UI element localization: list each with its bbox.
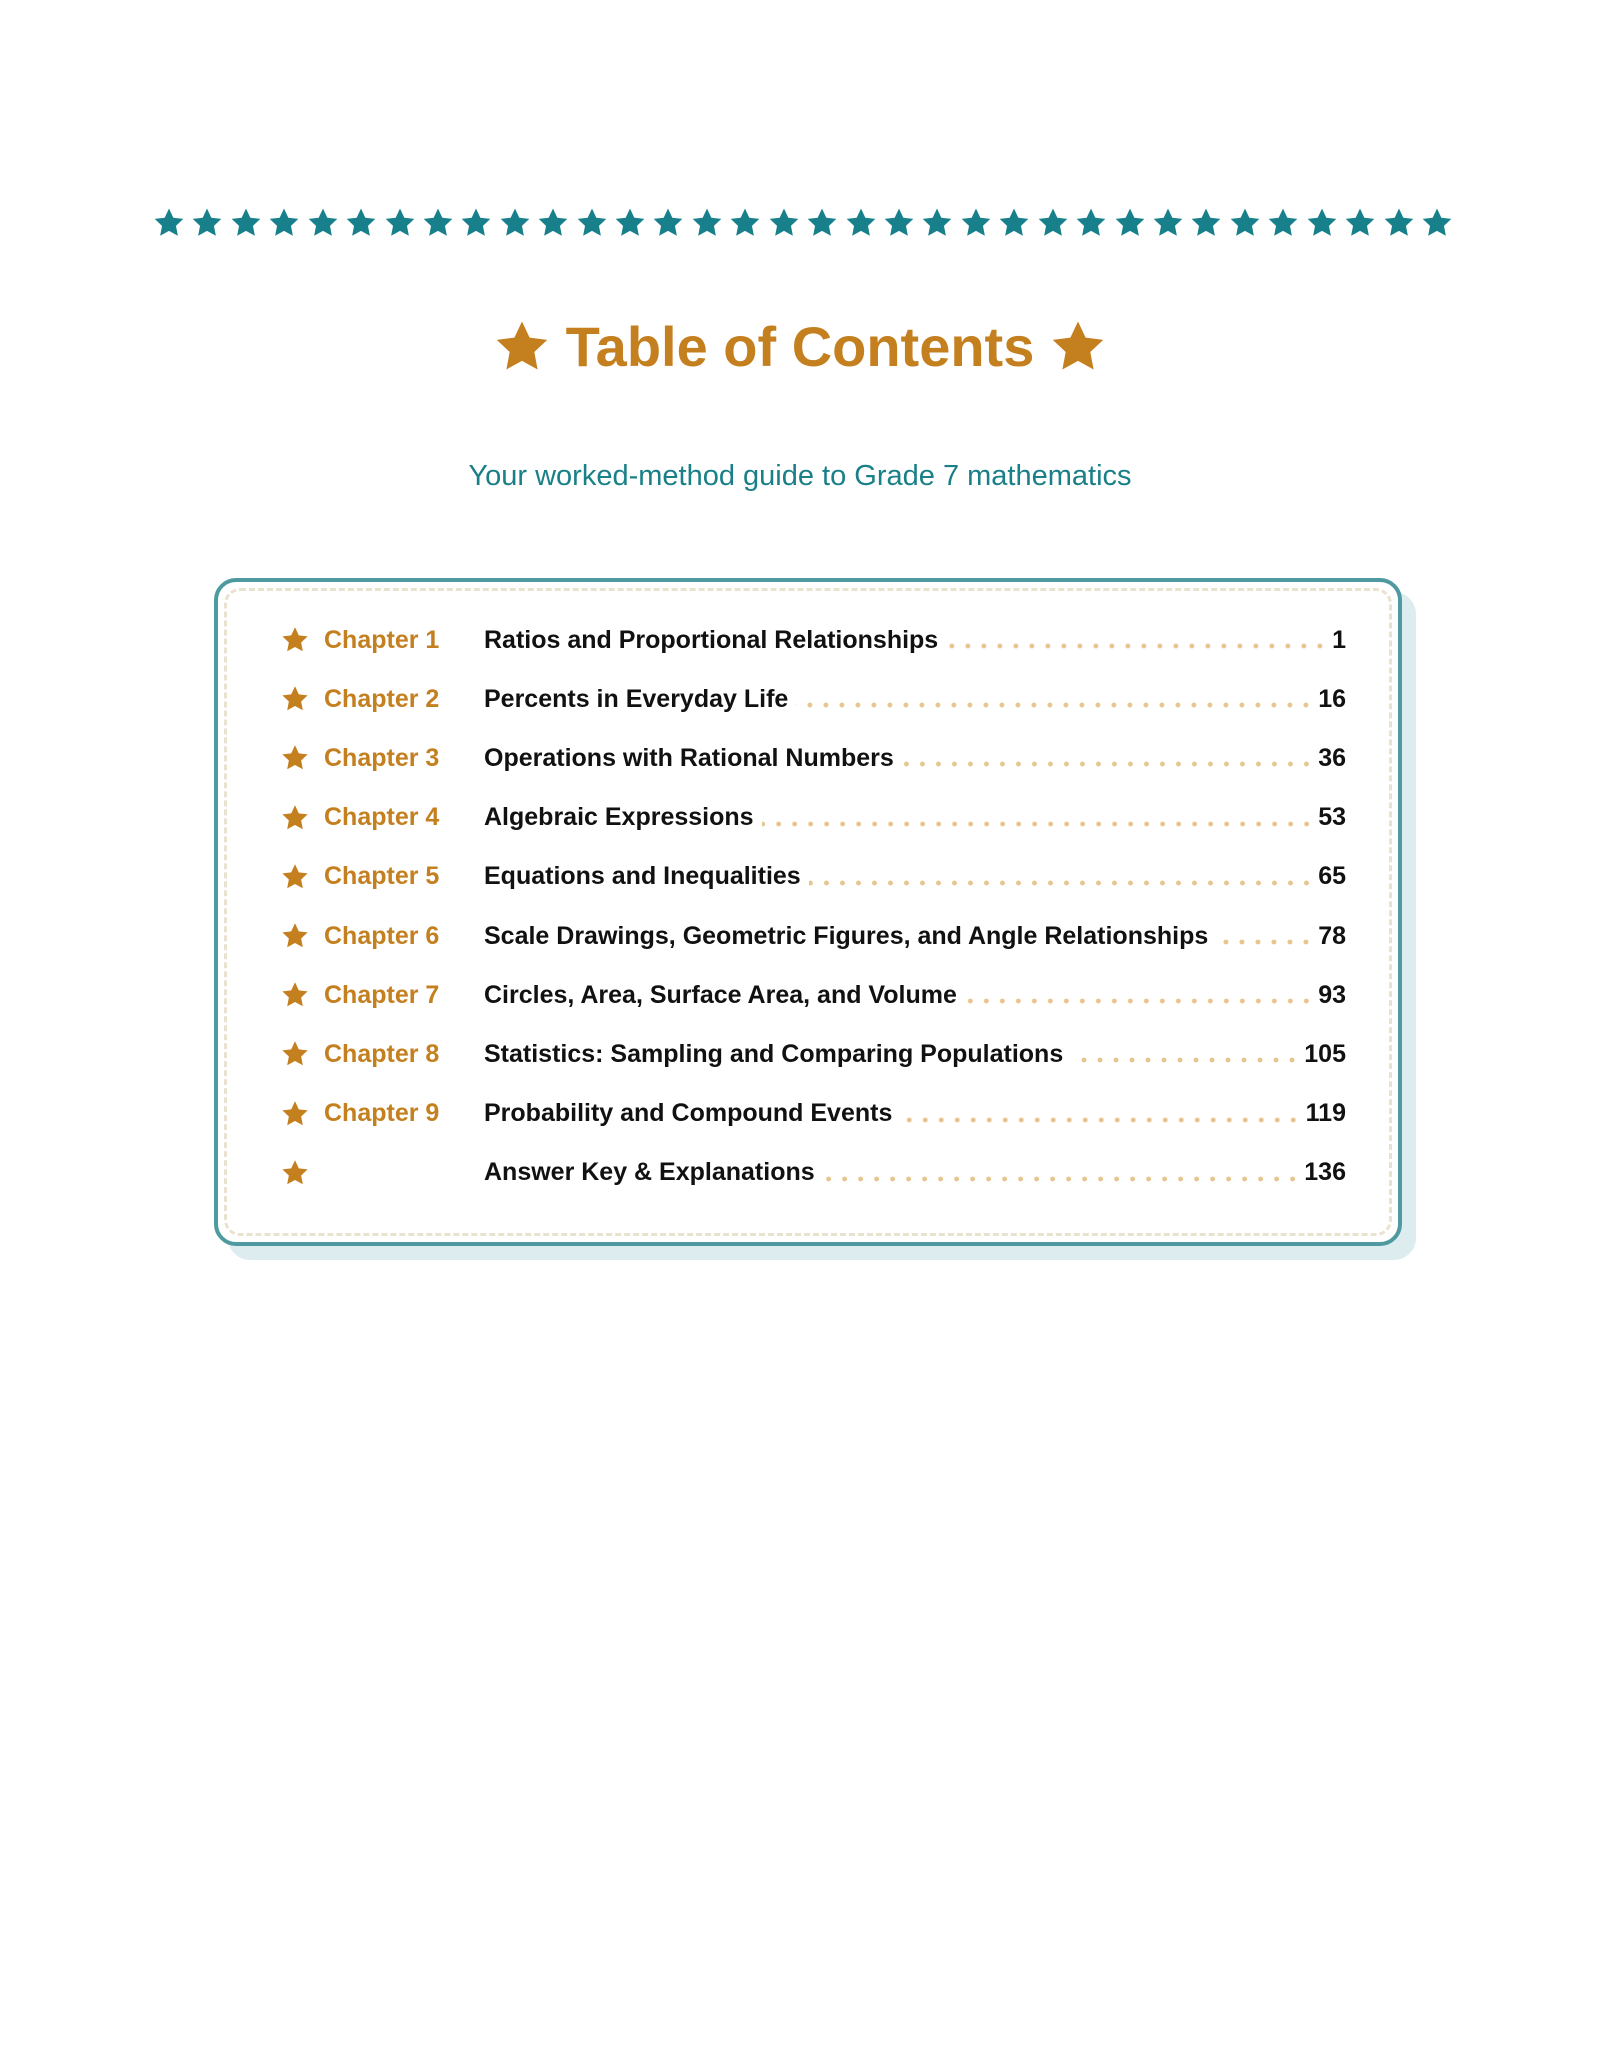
toc-chapter-label: Chapter 8 <box>324 1039 440 1068</box>
toc-chapter-label: Chapter 1 <box>324 625 440 654</box>
border-star-icon <box>959 206 993 240</box>
border-star-icon <box>1343 206 1377 240</box>
border-star-icon <box>306 206 340 240</box>
toc-page-number: 93 <box>1318 980 1346 1009</box>
star-border-decoration <box>152 200 1454 246</box>
title-text: Table of Contents <box>565 315 1035 378</box>
toc-entry[interactable] <box>280 855 1346 899</box>
border-star-icon <box>190 206 224 240</box>
toc-dot-leader <box>965 998 1314 1004</box>
star-icon <box>280 743 310 773</box>
toc-entry[interactable] <box>280 796 1346 840</box>
toc-dot-leader <box>823 1176 1301 1182</box>
star-icon <box>280 684 310 714</box>
toc-chapter-label: Chapter 6 <box>324 921 440 950</box>
toc-page-number: 78 <box>1318 921 1346 950</box>
page-title <box>0 310 1600 384</box>
toc-entry-title: Operations with Rational Numbers <box>484 743 894 772</box>
border-star-icon <box>997 206 1031 240</box>
toc-dot-leader <box>1071 1057 1300 1063</box>
toc-dot-leader <box>946 643 1328 649</box>
border-star-icon <box>1228 206 1262 240</box>
border-star-icon <box>1074 206 1108 240</box>
border-star-icon <box>536 206 570 240</box>
toc-entry-title: Percents in Everyday Life <box>484 684 789 713</box>
toc-entry[interactable] <box>280 1151 1346 1195</box>
border-star-icon <box>1382 206 1416 240</box>
border-star-icon <box>229 206 263 240</box>
border-star-icon <box>1036 206 1070 240</box>
star-icon <box>280 625 310 655</box>
border-star-icon <box>690 206 724 240</box>
toc-dot-leader <box>902 761 1314 767</box>
star-icon <box>280 1039 310 1069</box>
title-right-star-icon <box>1048 317 1108 377</box>
border-star-icon <box>844 206 878 240</box>
toc-chapter-label: Chapter 7 <box>324 980 440 1009</box>
toc-entry-title: Statistics: Sampling and Comparing Populations <box>484 1039 1064 1068</box>
toc-chapter-label: Chapter 4 <box>324 803 440 832</box>
border-star-icon <box>1420 206 1454 240</box>
border-star-icon <box>267 206 301 240</box>
border-star-icon <box>728 206 762 240</box>
toc-page-number: 105 <box>1304 1039 1346 1068</box>
border-star-icon <box>459 206 493 240</box>
toc-entry[interactable] <box>280 736 1346 780</box>
toc-dot-leader <box>900 1117 1301 1123</box>
toc-entry[interactable] <box>280 1032 1346 1076</box>
subtitle: Your worked-method guide to Grade 7 mathematics <box>468 460 1132 492</box>
toc-entry-title: Circles, Area, Surface Area, and Volume <box>484 980 957 1009</box>
toc-page-number: 36 <box>1318 743 1346 772</box>
border-star-icon <box>383 206 417 240</box>
border-star-icon <box>152 206 186 240</box>
toc-entry-title: Equations and Inequalities <box>484 862 801 891</box>
border-star-icon <box>1305 206 1339 240</box>
toc-entry-title: Scale Drawings, Geometric Figures, and Angle Relationships <box>484 921 1209 950</box>
toc-page-number: 16 <box>1318 684 1346 713</box>
toc-dot-leader <box>809 880 1314 886</box>
star-icon <box>280 803 310 833</box>
border-star-icon <box>498 206 532 240</box>
toc-entry[interactable] <box>280 1092 1346 1136</box>
toc-dot-leader <box>762 821 1315 827</box>
border-star-icon <box>882 206 916 240</box>
toc-page-number: 53 <box>1318 803 1346 832</box>
border-star-icon <box>421 206 455 240</box>
border-star-icon <box>1189 206 1223 240</box>
star-icon <box>280 980 310 1010</box>
border-star-icon <box>344 206 378 240</box>
border-star-icon <box>1151 206 1185 240</box>
toc-chapter-label: Chapter 2 <box>324 684 440 713</box>
toc-entry[interactable] <box>280 618 1346 662</box>
toc-page-number: 65 <box>1318 862 1346 891</box>
toc-entry-title: Probability and Compound Events <box>484 1099 893 1128</box>
border-star-icon <box>575 206 609 240</box>
border-star-icon <box>651 206 685 240</box>
title-left-star-icon <box>492 317 552 377</box>
border-star-icon <box>920 206 954 240</box>
toc-page-number: 119 <box>1305 1099 1346 1128</box>
toc-entry[interactable] <box>280 914 1346 958</box>
toc-panel <box>214 578 1402 1246</box>
toc-chapter-label: Chapter 9 <box>324 1099 440 1128</box>
star-icon <box>280 1099 310 1129</box>
toc-entry-title: Ratios and Proportional Relationships <box>484 625 939 654</box>
star-icon <box>280 1158 310 1188</box>
toc-dot-leader <box>1216 939 1314 945</box>
star-icon <box>280 921 310 951</box>
toc-entry[interactable] <box>280 677 1346 721</box>
toc-page-number: 136 <box>1304 1158 1346 1187</box>
toc-chapter-label: Chapter 5 <box>324 862 440 891</box>
border-star-icon <box>805 206 839 240</box>
border-star-icon <box>1113 206 1147 240</box>
toc-entry-title: Answer Key & Explanations <box>484 1158 815 1187</box>
border-star-icon <box>1266 206 1300 240</box>
toc-chapter-label: Chapter 3 <box>324 743 440 772</box>
star-icon <box>280 862 310 892</box>
toc-entry[interactable] <box>280 973 1346 1017</box>
toc-dot-leader <box>796 702 1314 708</box>
border-star-icon <box>613 206 647 240</box>
border-star-icon <box>767 206 801 240</box>
toc-entry-title: Algebraic Expressions <box>484 803 754 832</box>
toc-page-number: 1 <box>1332 625 1346 654</box>
